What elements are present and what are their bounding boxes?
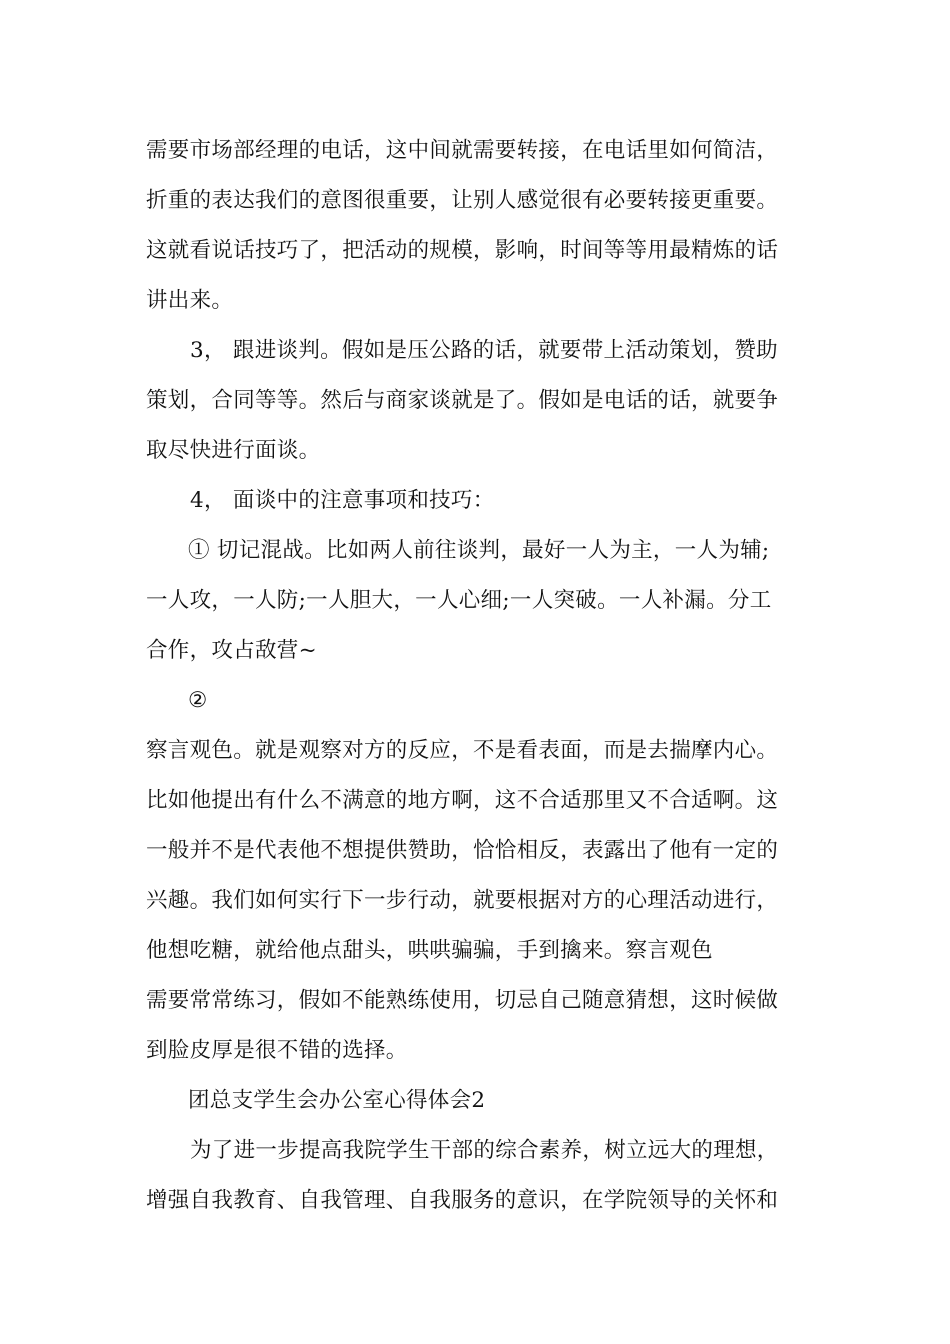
text-line: 一人攻，一人防;一人胆大，一人心细;一人突破。一人补漏。分工	[146, 588, 772, 613]
text-line: 讲出来。	[146, 288, 234, 313]
sub-item-2-marker: ②	[188, 688, 208, 713]
text-line: 一般并不是代表他不想提供赞助，恰恰相反，表露出了他有一定的	[146, 838, 779, 863]
text-line: 折重的表达我们的意图很重要，让别人感觉很有必要转接更重要。	[146, 188, 779, 213]
text-line: 需要常常练习，假如不能熟练使用，切忌自己随意猜想，这时候做	[146, 988, 779, 1013]
list-item-4-text: 4， 面谈中的注意事项和技巧：	[190, 488, 495, 513]
text-line: 比如他提出有什么不满意的地方啊，这不合适那里又不合适啊。这	[146, 788, 779, 813]
text-line: 策划，合同等等。然后与商家谈就是了。假如是电话的话，就要争	[146, 388, 779, 413]
section-heading: 团总支学生会办公室心得体会2	[188, 1088, 486, 1113]
text-line: 需要市场部经理的电话，这中间就需要转接，在电话里如何简洁，	[146, 138, 779, 163]
text-line: 为了进一步提高我院学生干部的综合素养，树立远大的理想，	[190, 1138, 779, 1163]
text-line: 取尽快进行面谈。	[146, 438, 321, 463]
text-line: 兴趣。我们如何实行下一步行动，就要根据对方的心理活动进行，	[146, 888, 779, 913]
text-line: 这就看说话技巧了，把活动的规模，影响，时间等等用最精炼的话	[146, 238, 779, 263]
text-line: 他想吃糖，就给他点甜头，哄哄骗骗，手到擒来。察言观色	[146, 938, 713, 963]
sub-item-1-text: ① 切记混战。比如两人前往谈判，最好一人为主，一人为辅;	[188, 538, 770, 563]
text-line: 到脸皮厚是很不错的选择。	[146, 1038, 408, 1063]
text-line: 合作，攻占敌营~	[146, 638, 317, 663]
list-item-3-text: 3， 跟进谈判。假如是压公路的话，就要带上活动策划，赞助	[190, 338, 778, 363]
text-line: 增强自我教育、自我管理、自我服务的意识，在学院领导的关怀和	[146, 1188, 779, 1213]
text-line: 察言观色。就是观察对方的反应，不是看表面，而是去揣摩内心。	[146, 738, 779, 763]
